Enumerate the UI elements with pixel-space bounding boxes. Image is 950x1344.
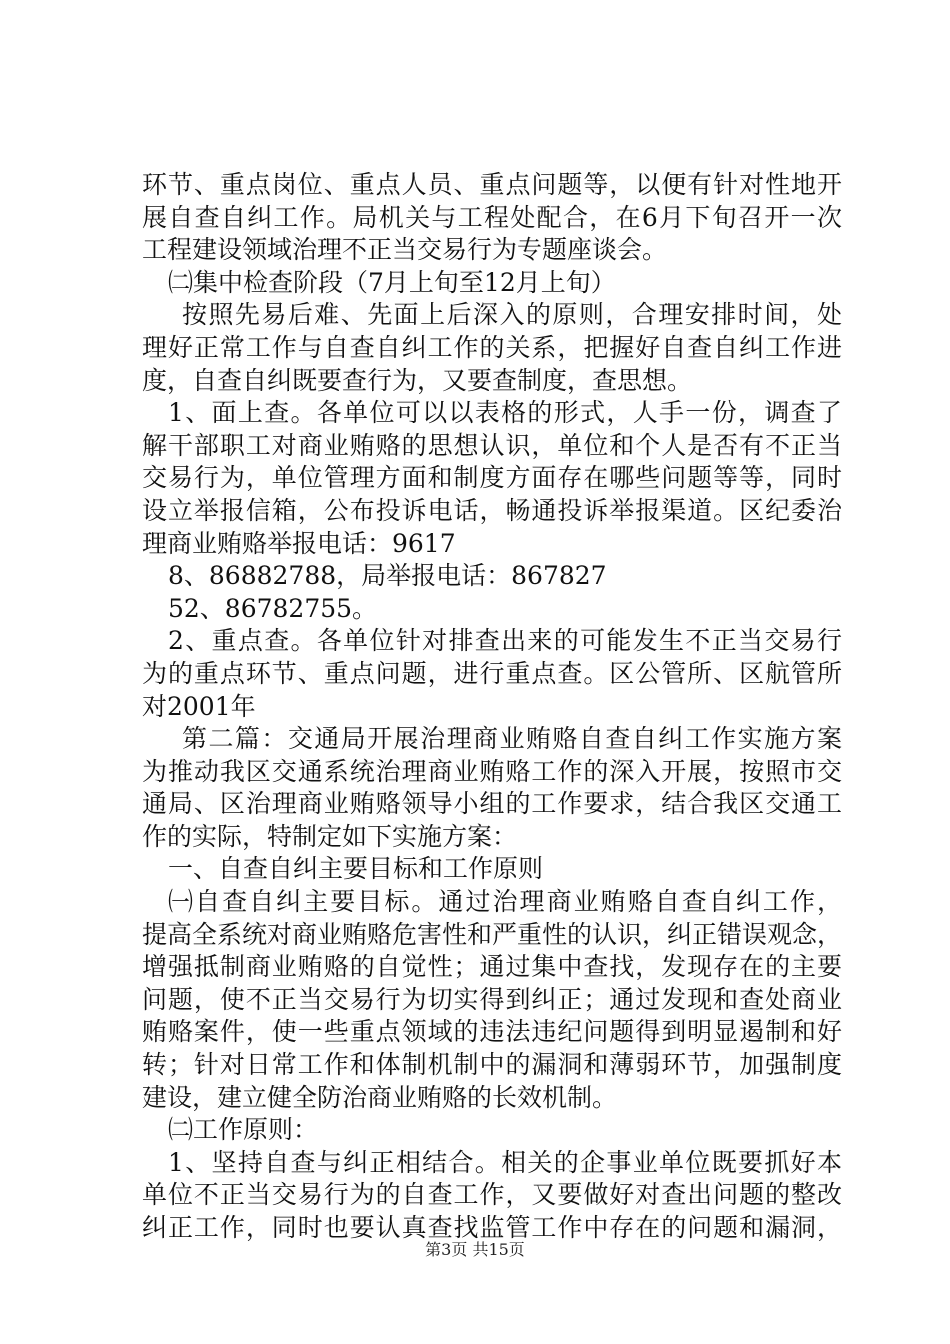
- text-line: 度，自查自纠既要查行为，又要查制度，查思想。: [142, 365, 693, 395]
- text-line: 2、重点查。各单位针对排查出来的可能发生不正当交易行: [168, 626, 842, 656]
- text-line: 52、86782755。: [168, 593, 378, 623]
- text-line: 问题，使不正当交易行为切实得到纠正；通过发现和查处商业: [142, 984, 842, 1014]
- text-line: 按照先易后难、先面上后深入的原则，合理安排时间，处: [182, 300, 842, 330]
- text-line: 1、坚持自查与纠正相结合。相关的企事业单位既要抓好本: [168, 1147, 842, 1177]
- text-line: 设立举报信箱，公布投诉电话，畅通投诉举报渠道。区纪委治: [142, 495, 842, 525]
- text-line: 建设，建立健全防治商业贿赂的长效机制。: [142, 1082, 618, 1112]
- text-line: 增强抵制商业贿赂的自觉性；通过集中查找，发现存在的主要: [142, 952, 842, 982]
- text-line: 理好正常工作与自查自纠工作的关系，把握好自查自纠工作进: [142, 332, 842, 362]
- text-line: 单位不正当交易行为的自查工作，又要做好对查出问题的整改: [142, 1180, 842, 1210]
- text-line: 8、86882788，局举报电话：867827: [168, 561, 607, 591]
- text-line: 纠正工作，同时也要认真查找监管工作中存在的问题和漏洞，: [142, 1213, 842, 1242]
- text-line: 贿赂案件，使一些重点领域的违法违纪问题得到明显遏制和好: [142, 1017, 842, 1047]
- text-line: 作的实际，特制定如下实施方案：: [142, 821, 518, 851]
- text-line: 为的重点环节、重点问题，进行重点查。区公管所、区航管所: [142, 658, 842, 688]
- text-line: 对2001年: [142, 691, 256, 721]
- text-line: ㈡集中检查阶段（7月上旬至12月上旬）: [168, 267, 616, 297]
- text-line: 解干部职工对商业贿赂的思想认识，单位和个人是否有不正当: [142, 430, 842, 460]
- page-footer: 第3页 共15页: [425, 1240, 525, 1259]
- text-line: ㈡工作原则：: [168, 1115, 319, 1145]
- text-line: 理商业贿赂举报电话：9617: [142, 528, 456, 558]
- text-line: ㈠自查自纠主要目标。通过治理商业贿赂自查自纠工作，: [168, 887, 842, 917]
- text-line: 一、自查自纠主要目标和工作原则: [168, 854, 544, 884]
- text-line: 通局、区治理商业贿赂领导小组的工作要求，结合我区交通工: [142, 789, 842, 819]
- text-line: 工程建设领域治理不正当交易行为专题座谈会。: [142, 235, 668, 265]
- text-line: 1、面上查。各单位可以以表格的形式，人手一份，调查了: [168, 398, 842, 428]
- text-line: 环节、重点岗位、重点人员、重点问题等，以便有针对性地开: [142, 170, 842, 199]
- body-text: [142, 169, 842, 1245]
- text-line: 提高全系统对商业贿赂危害性和严重性的认识，纠正错误观念，: [142, 919, 843, 949]
- text-line: 展自查自纠工作。局机关与工程处配合，在6月下旬召开一次: [142, 202, 842, 232]
- text-line: 交易行为，单位管理方面和制度方面存在哪些问题等等，同时: [142, 463, 842, 493]
- text-line: 为推动我区交通系统治理商业贿赂工作的深入开展，按照市交: [142, 756, 842, 786]
- text-line: 第二篇：交通局开展治理商业贿赂自查自纠工作实施方案: [182, 724, 842, 754]
- text-line: 转；针对日常工作和体制机制中的漏洞和薄弱环节，加强制度: [142, 1050, 842, 1080]
